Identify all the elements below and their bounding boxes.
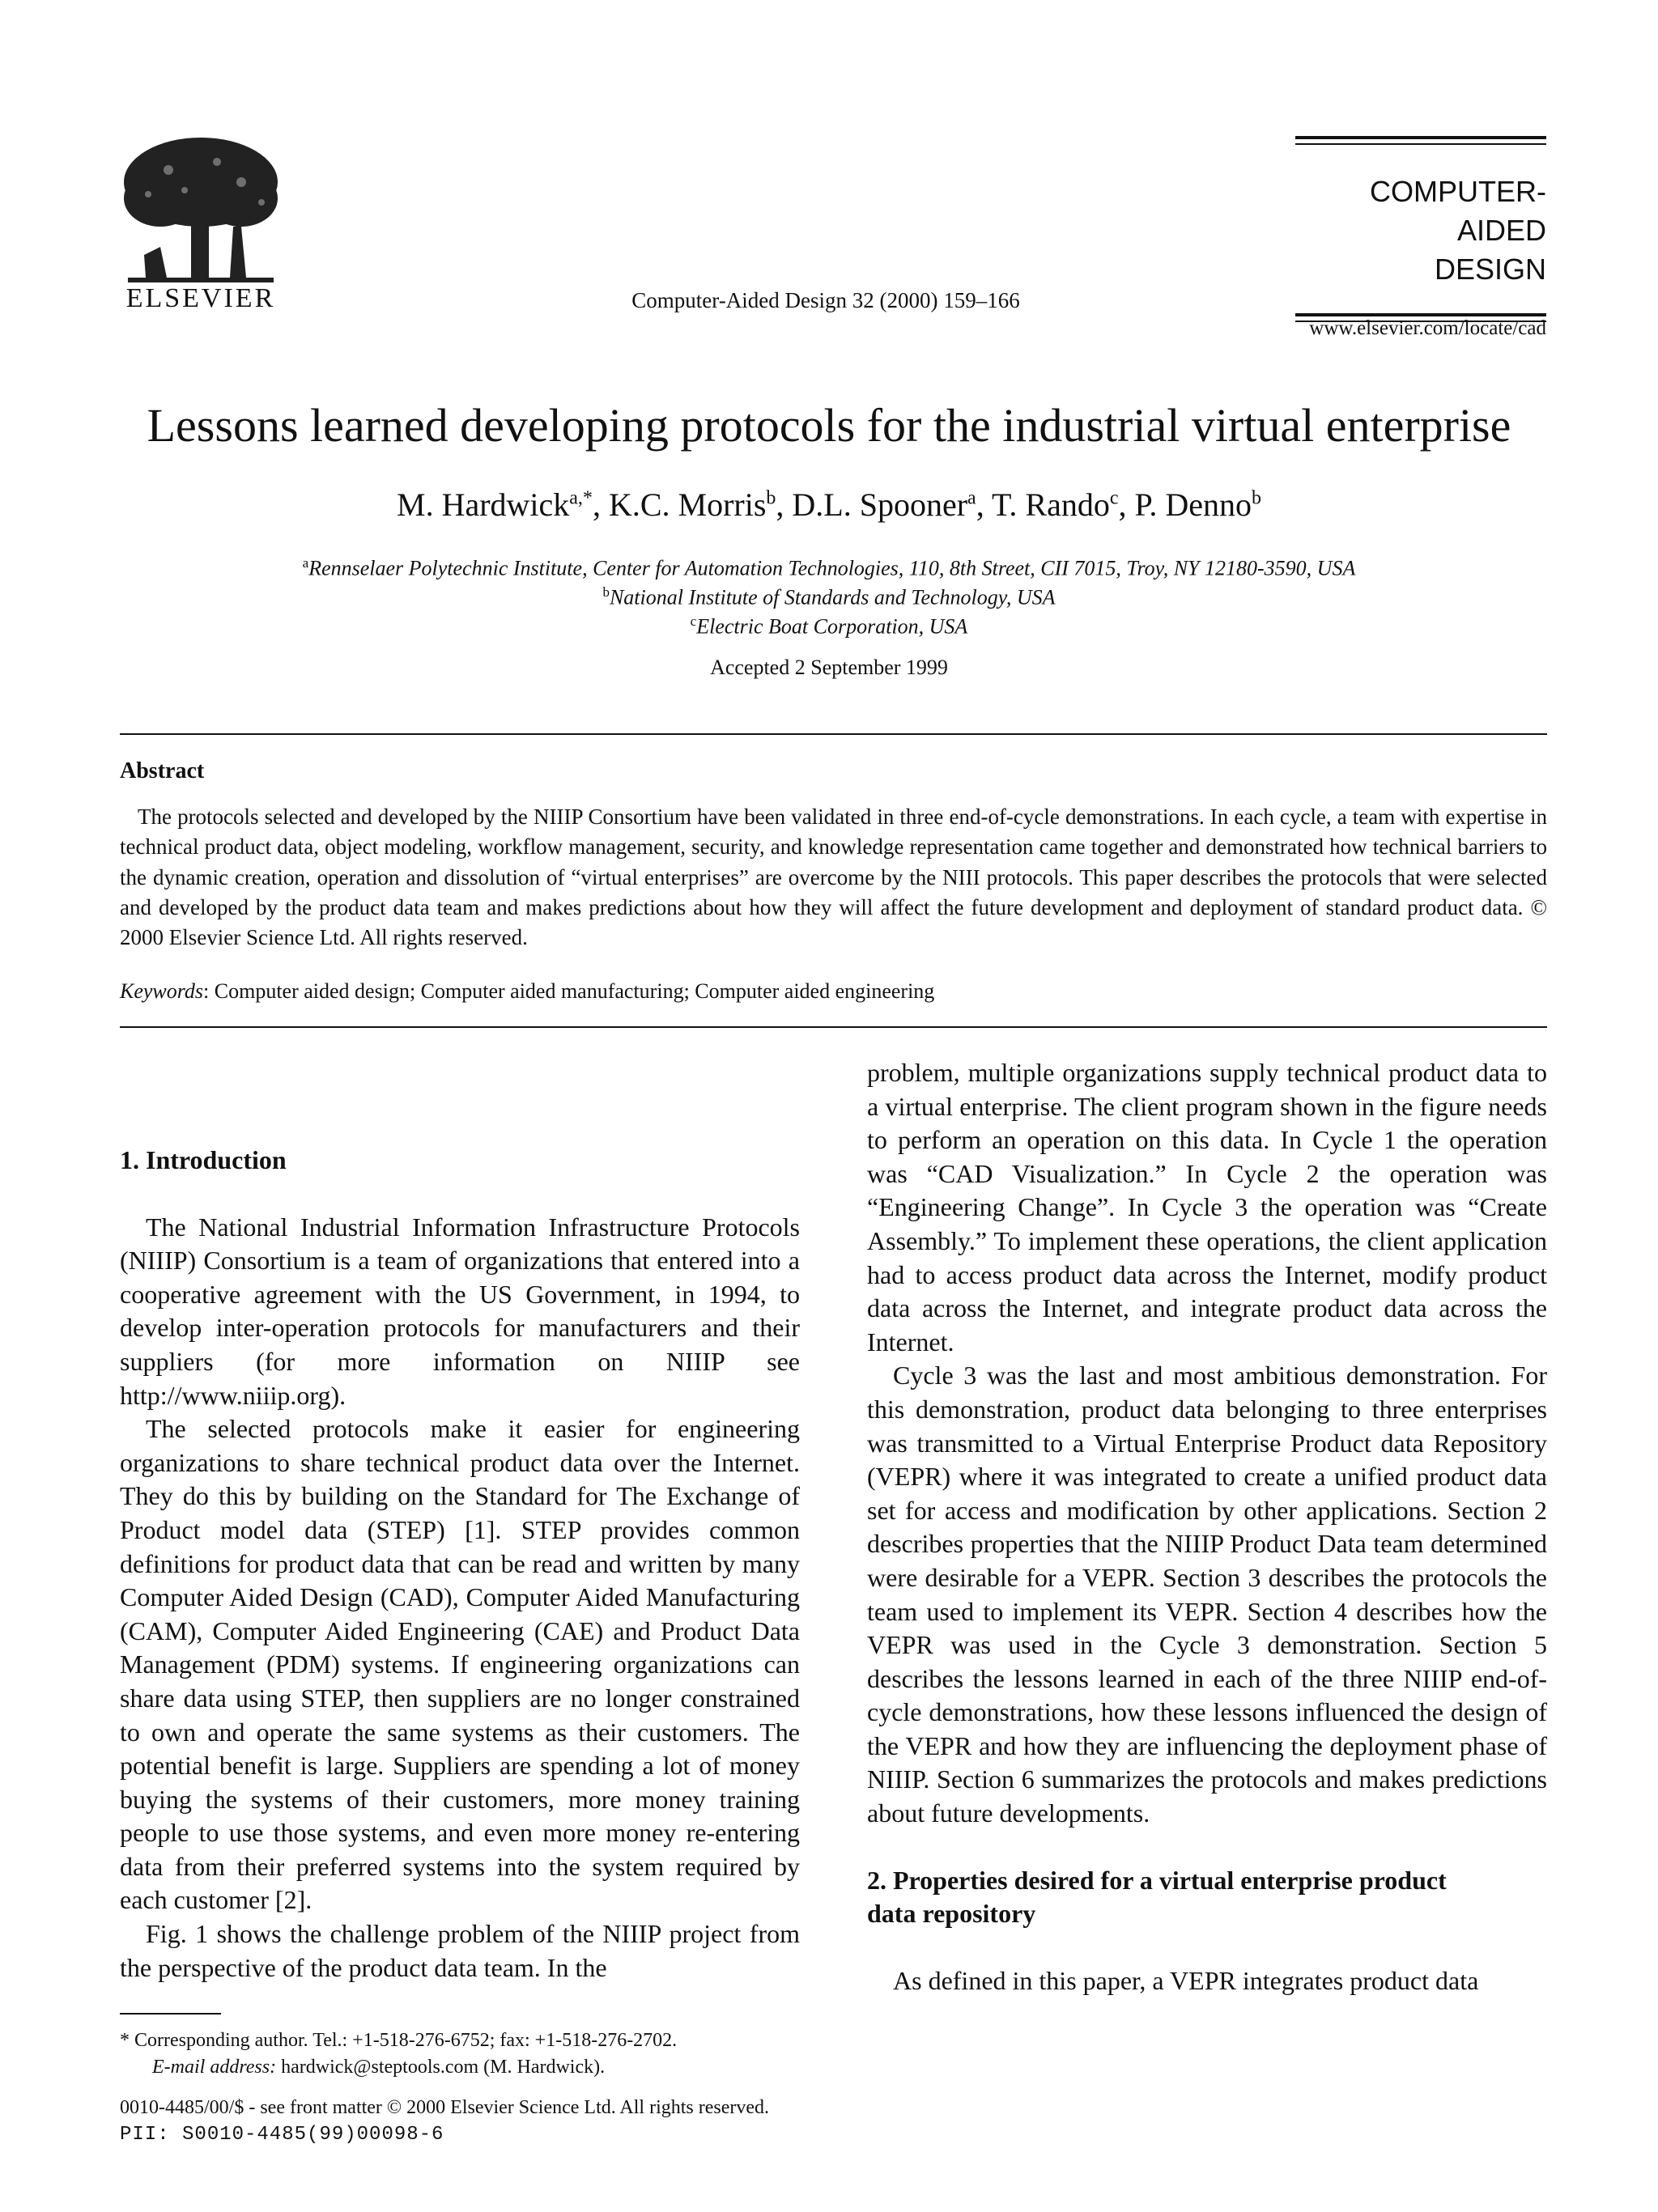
paper-title: Lessons learned developing protocols for the industrial virtual enterprise — [147, 399, 1511, 452]
footnote — [120, 2027, 800, 2081]
affiliation-mark: b — [602, 584, 610, 600]
author-name: T. Rando — [991, 486, 1110, 523]
keywords — [120, 979, 1547, 1004]
abstract-heading: Abstract — [120, 758, 205, 783]
section-heading-line: data repository — [867, 1899, 1036, 1929]
affiliation-text: Electric Boat Corporation, USA — [696, 614, 968, 639]
section-heading-introduction: 1. Introduction — [120, 1145, 287, 1174]
section-heading-properties — [867, 1864, 1547, 1931]
publisher-name: ELSEVIER — [125, 283, 276, 313]
author-name: M. Hardwick — [397, 486, 570, 523]
accepted-date: Accepted 2 September 1999 — [710, 656, 948, 679]
author-name: K.C. Morris — [608, 486, 767, 523]
journal-citation: Computer-Aided Design 32 (2000) 159–166 — [631, 288, 1020, 312]
author-affiliation-mark: a,* — [569, 487, 593, 509]
journal-name-line1: COMPUTER-AIDED — [1370, 175, 1546, 247]
front-matter — [120, 2095, 1091, 2148]
footnote-rule — [120, 2013, 221, 2015]
author-affiliation-mark: c — [1109, 487, 1119, 509]
journal-name-line2: DESIGN — [1434, 253, 1546, 286]
affiliation-mark: c — [690, 614, 697, 629]
author-name: D.L. Spooner — [792, 486, 968, 523]
affiliation-a — [81, 555, 1577, 581]
paragraph: problem, multiple organizations supply technical product data to a virtual enterprise. The client program shown in the figure needs to perform an operation on this data. In Cycle 1 the operation was “CAD Visualization.” In Cycle 2 the operation was “Engineering Change”. In Cycle 3 the operation was “Create Assembly.” To implement these operations, the client application had to access product data across the Internet, modify product data across the Internet, and integrate product data across the Internet. — [867, 1058, 1547, 1356]
affiliation-mark: a — [302, 555, 309, 571]
abstract-text: The protocols selected and developed by the NIIIP Consortium have been validated in three end-of-cycle demonstrations. In each cycle, a team with expertise in technical product data, object modeling, workflow management, security, and knowledge representation came together and demonstrated how technical barriers to the dynamic creation, operation and dissolution of “virtual enterprises” are overcome by the NIII protocols. This paper describes the protocols that were selected and developed by the product data team and makes predictions about how they will affect the future development and deployment of standard product data. © 2000 Elsevier Science Ltd. All rights reserved. — [120, 805, 1547, 950]
paragraph: The National Industrial Information Infrastructure Protocols (NIIIP) Consortium is a team of organizations that entered into a cooperative agreement with the US Government, in 1994, to develop inter-operation protocols for manufacturers and their suppliers (for more information on NIIIP see http://www.niiip.org). — [120, 1212, 800, 1410]
left-column — [120, 1144, 800, 1985]
author-list: M. Hardwick$^{a,*}$, K.C. Morris$^b$, D.L. Spooner$^a$, T. Rando$^c$, P. Denno$^b$ — [397, 486, 1261, 523]
affiliation-b — [81, 584, 1577, 610]
journal-rule-top — [1295, 136, 1546, 145]
paragraph: The selected protocols make it easier for engineering organizations to share technical product data over the Internet. They do this by building on the Standard for The Exchange of Product model data (STEP) [1]. STEP provides common definitions for product data that can be read and written by many Computer Aided Design (CAD), Computer Aided Manufacturing (CAM), Computer Aided Engineering (CAE) and Product Data Management (PDM) systems. If engineering organizations can share data using STEP, then suppliers are no longer constrained to own and operate the same systems as their customers. The potential benefit is large. Suppliers are spending a lot of money buying the systems of their customers, more money training people to use those systems, and even more money re-entering data from their preferred systems into the system required by each customer [2]. — [120, 1414, 800, 1915]
section-heading-line: 2. Properties desired for a virtual enterprise product — [867, 1865, 1447, 1895]
keywords-text: : Computer aided design; Computer aided manufacturing; Computer aided engineering — [203, 979, 935, 1003]
journal-name-box — [1295, 136, 1546, 322]
affiliation-text: Rennselaer Polytechnic Institute, Center for Automation Technologies, 110, 8th Street, CII 7015, Troy, NY 12180-3590, USA — [308, 556, 1356, 580]
email-note — [120, 2054, 800, 2081]
author-affiliation-mark: b — [766, 487, 776, 509]
paragraph: Fig. 1 shows the challenge problem of the NIIIP project from the perspective of the product data team. In the — [120, 1919, 800, 1982]
paragraph: Cycle 3 was the last and most ambitious demonstration. For this demonstration, product data belonging to three enterprises was transmitted to a Virtual Enterprise Product data Repository (VEPR) where it was integrated to create a unified product data set for access and modification by other applications. Section 2 describes properties that the NIIIP Product Data team determined were desirable for a VEPR. Section 3 describes the protocols the team used to implement its VEPR. Section 4 describes how the VEPR was used in the Cycle 3 demonstration. Section 5 describes the lessons learned in each of the three NIIIP end-of-cycle demonstrations, how these lessons influenced the design of the VEPR and how they are influencing the deployment phase of NIIIP. Section 6 summarizes the protocols and makes predictions about future developments. — [867, 1361, 1547, 1828]
issn-line: 0010-4485/00/$ - see front matter © 2000 Elsevier Science Ltd. All rights reserved. — [120, 2097, 770, 2118]
author-affiliation-mark: b — [1251, 487, 1261, 509]
email-address: hardwick@steptools.com (M. Hardwick). — [276, 2057, 606, 2078]
right-column — [867, 1056, 1547, 1998]
keywords-label: Keywords — [120, 979, 204, 1003]
author-name: P. Denno — [1134, 486, 1252, 523]
affiliation-c — [81, 614, 1577, 639]
paragraph: As defined in this paper, a VEPR integrates product data — [893, 1965, 1479, 1995]
author-affiliation-mark: a — [967, 487, 976, 509]
affiliation-text: National Institute of Standards and Technology, USA — [609, 585, 1056, 609]
abstract-bottom-rule — [120, 1026, 1547, 1028]
email-label: E-mail address: — [152, 2057, 277, 2078]
journal-url-link[interactable]: www.elsevier.com/locate/cad — [1309, 317, 1546, 339]
abstract-top-rule — [120, 733, 1547, 735]
pii-line: PII: S0010-4485(99)00098-6 — [120, 2124, 444, 2146]
corresponding-author-note: * Corresponding author. Tel.: +1-518-276-6752; fax: +1-518-276-2702. — [120, 2030, 678, 2051]
journal-name — [1295, 172, 1546, 289]
